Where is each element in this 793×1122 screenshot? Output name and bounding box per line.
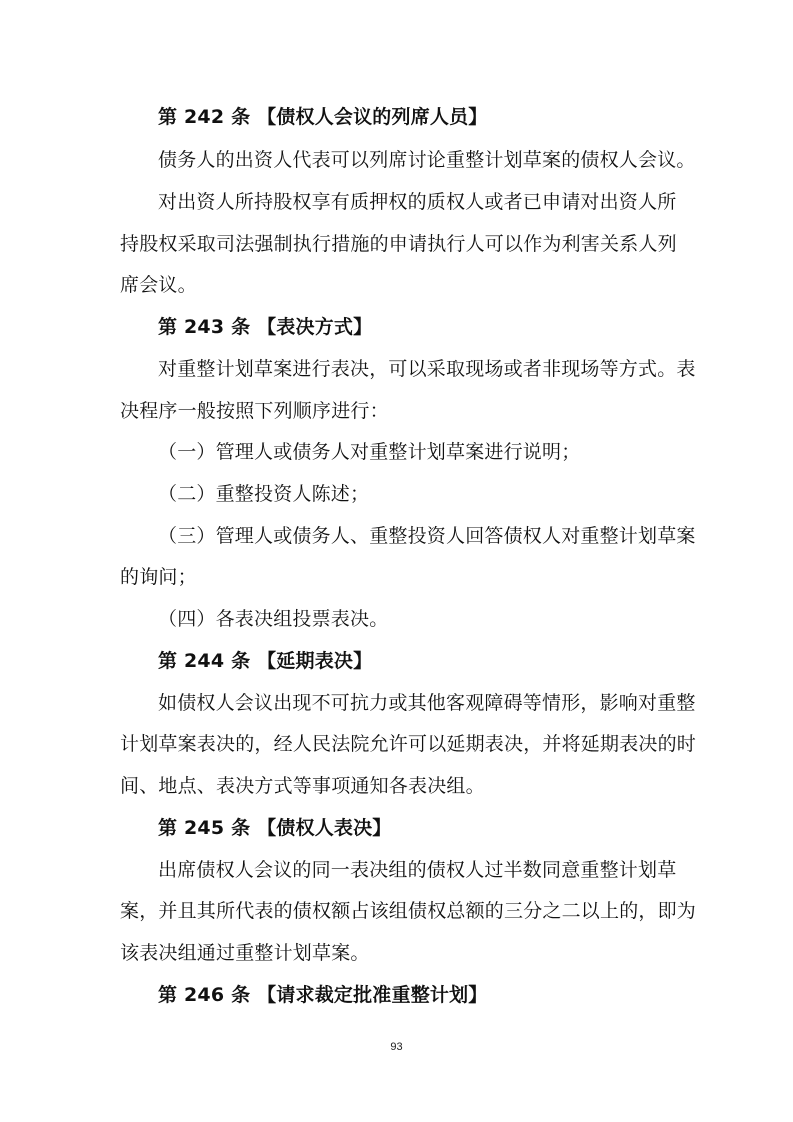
paragraph-line: 对出资人所持股权享有质押权的质权人或者已申请对出资人所 <box>158 191 677 213</box>
paragraph-line: 债务人的出资人代表可以列席讨论重整计划草案的债权人会议。 <box>158 149 696 171</box>
paragraph-line: 计划草案表决的，经人民法院允许可以延期表决，并将延期表决的时 <box>120 733 697 755</box>
paragraph-line: 如债权人会议出现不可抗力或其他客观障碍等情形，影响对重整 <box>158 692 696 714</box>
paragraph-line: 间、地点、表决方式等事项通知各表决组。 <box>120 775 485 797</box>
paragraph-line: 对重整计划草案进行表决，可以采取现场或者非现场等方式。表 <box>158 358 696 380</box>
paragraph-line: 持股权采取司法强制执行措施的申请执行人可以作为利害关系人列 <box>120 233 677 255</box>
paragraph-line: 席会议。 <box>120 274 197 296</box>
list-item: （三）管理人或债务人、重整投资人回答债权人对重整计划草案 <box>158 525 696 547</box>
list-item: （四）各表决组投票表决。 <box>158 608 389 630</box>
paragraph-line: 决程序一般按照下列顺序进行： <box>120 400 389 422</box>
list-item: （一）管理人或债务人对重整计划草案进行说明； <box>158 441 581 463</box>
article-heading: 第 246 条 【请求裁定批准重整计划】 <box>158 984 488 1006</box>
article-heading: 第 242 条 【债权人会议的列席人员】 <box>158 106 488 128</box>
paragraph-line: 该表决组通过重整计划草案。 <box>120 942 370 964</box>
paragraph-line: 出席债权人会议的同一表决组的债权人过半数同意重整计划草 <box>158 859 677 881</box>
article-heading: 第 243 条 【表决方式】 <box>158 316 373 338</box>
article-heading: 第 244 条 【延期表决】 <box>158 650 373 672</box>
list-item: 的询问； <box>120 566 197 588</box>
list-item: （二）重整投资人陈述； <box>158 483 370 505</box>
article-heading: 第 245 条 【债权人表决】 <box>158 817 392 839</box>
paragraph-line: 案，并且其所代表的债权额占该组债权总额的三分之二以上的，即为 <box>120 900 697 922</box>
page-number: 93 <box>390 1041 403 1053</box>
